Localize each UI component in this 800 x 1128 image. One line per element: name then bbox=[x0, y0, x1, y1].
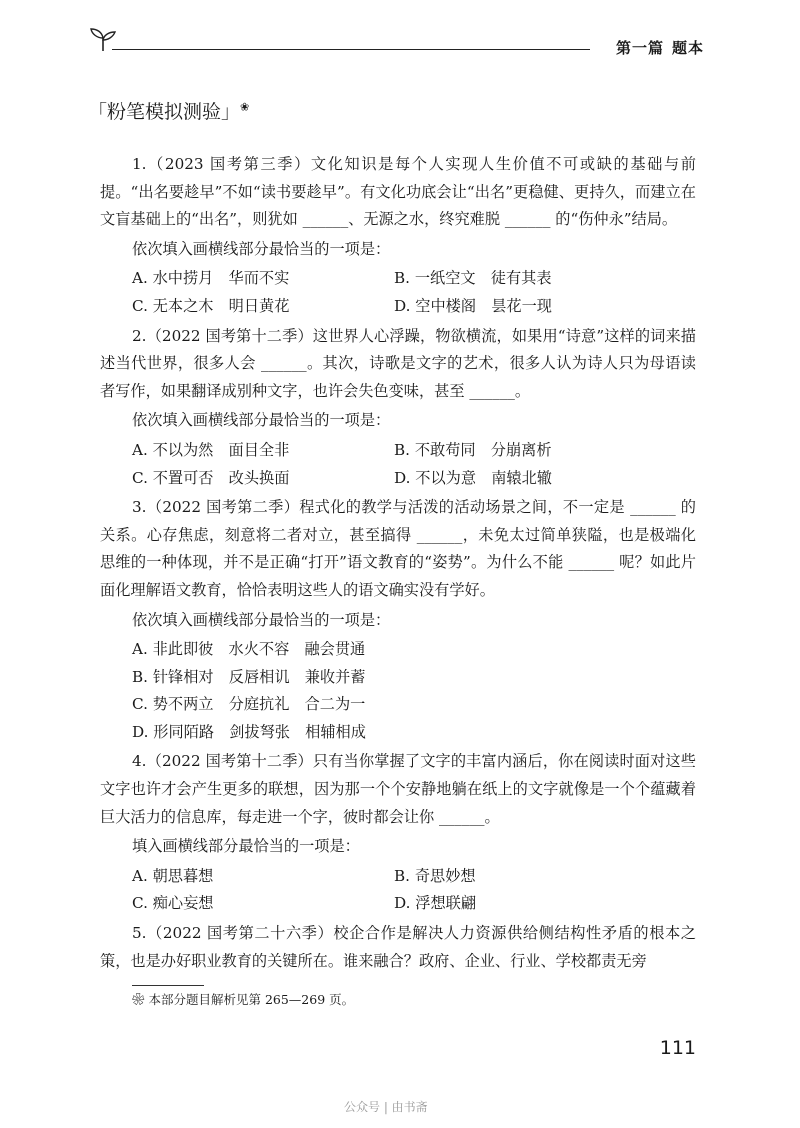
running-head-section: 题本 bbox=[671, 39, 704, 57]
section-title-text: 「粉笔模拟测验」 bbox=[88, 101, 241, 123]
footnote-rule bbox=[132, 985, 204, 986]
question-stem: 4.（2022 国考第十二季）只有当你掌握了文字的丰富内涵后，你在阅读时面对这些文字也许才会产生更多的联想，因为那一个个安静地躺在纸上的文字就像是一个个蕴藏着巨大活力的信息库，每走进一个字，彼时都会让你 ______。 bbox=[100, 752, 696, 826]
option-b: B. 一纸空文 徒有其表 bbox=[394, 269, 552, 288]
option-list bbox=[132, 265, 696, 320]
question-1 bbox=[100, 151, 696, 321]
footnote: ❀ 本部分题目解析见第 265—269 页。 bbox=[132, 992, 355, 1007]
question-instruction: 依次填入画横线部分最恰当的一项是： bbox=[132, 610, 391, 629]
question-list bbox=[100, 149, 696, 975]
option-d: D. 不以为意 南辕北辙 bbox=[394, 468, 552, 487]
question-2 bbox=[100, 323, 696, 493]
option-a: A. 水中捞月 华而不实 bbox=[132, 269, 290, 288]
question-4 bbox=[100, 748, 696, 918]
option-b: B. 奇思妙想 bbox=[394, 866, 476, 885]
section-title bbox=[88, 97, 249, 124]
page-number: 111 bbox=[659, 1037, 696, 1059]
running-head-part: 第一篇 bbox=[615, 39, 664, 57]
option-list bbox=[132, 636, 696, 746]
question-stem: 1.（2023 国考第三季）文化知识是每个人实现人生价值不可或缺的基础与前提。“出名要趁早”不如“读书要趁早”。有文化功底会让“出名”更稳健、更持久，而建立在文盲基础上的“出名”，则犹如 ______、无源之水，终究难脱 ______ 的“伤仲永”结局。 bbox=[100, 155, 696, 229]
option-c: C. 痴心妄想 bbox=[132, 894, 214, 913]
question-stem: 3.（2022 国考第二季）程式化的教学与活泼的活动场景之间，不一定是 ______ 的关系。心存焦虑，刻意将二者对立，甚至搞得 ______，未免太过简单狭隘，也是极端化思维的一种体现，并不是正确“打开”语文教育的“姿势”。为什么不能 ______ 呢？如此片面化理解语文教育，恰恰表明这些人的语文确实没有学好。 bbox=[100, 498, 696, 599]
option-d: D. 空中楼阁 昙花一现 bbox=[394, 296, 552, 315]
question-3 bbox=[100, 494, 696, 746]
option-a: A. 非此即彼 水火不容 融会贯通 bbox=[132, 640, 366, 659]
option-d: D. 形同陌路 剑拔弩张 相辅相成 bbox=[132, 722, 366, 741]
option-c: C. 势不两立 分庭抗礼 合二为一 bbox=[132, 695, 366, 714]
footnote-marker-icon: ❀ bbox=[240, 100, 250, 114]
option-a: A. 朝思暮想 bbox=[132, 866, 214, 885]
question-stem: 5.（2022 国考第二十六季）校企合作是解决人力资源供给侧结构性矛盾的根本之策，也是办好职业教育的关键所在。谁来融合？政府、企业、行业、学校都责无旁 bbox=[100, 924, 696, 970]
question-stem: 2.（2022 国考第十二季）这世界人心浮躁，物欲横流，如果用“诗意”这样的词来描述当代世界，很多人会 ______。其次，诗歌是文字的艺术，很多人认为诗人只为母语读者写作，如果翻译成别种文字，也许会失色变味，甚至 ______。 bbox=[100, 326, 696, 400]
question-5 bbox=[100, 920, 696, 975]
question-instruction: 依次填入画横线部分最恰当的一项是： bbox=[132, 411, 391, 430]
option-b: B. 针锋相对 反唇相讥 兼收并蓄 bbox=[132, 667, 366, 686]
option-c: C. 不置可否 改头换面 bbox=[132, 468, 290, 487]
option-list bbox=[132, 863, 696, 918]
option-list bbox=[132, 437, 696, 492]
option-a: A. 不以为然 面目全非 bbox=[132, 440, 290, 459]
watermark: 公众号 | 由书斋 bbox=[344, 1100, 428, 1114]
option-b: B. 不敢苟同 分崩离析 bbox=[394, 440, 552, 459]
option-c: C. 无本之木 明日黄花 bbox=[132, 296, 290, 315]
header-rule bbox=[112, 49, 590, 50]
question-instruction: 填入画横线部分最恰当的一项是： bbox=[132, 837, 360, 856]
running-head bbox=[608, 37, 704, 58]
page-header bbox=[0, 0, 800, 70]
question-instruction: 依次填入画横线部分最恰当的一项是： bbox=[132, 239, 391, 258]
option-d: D. 浮想联翩 bbox=[394, 894, 477, 913]
